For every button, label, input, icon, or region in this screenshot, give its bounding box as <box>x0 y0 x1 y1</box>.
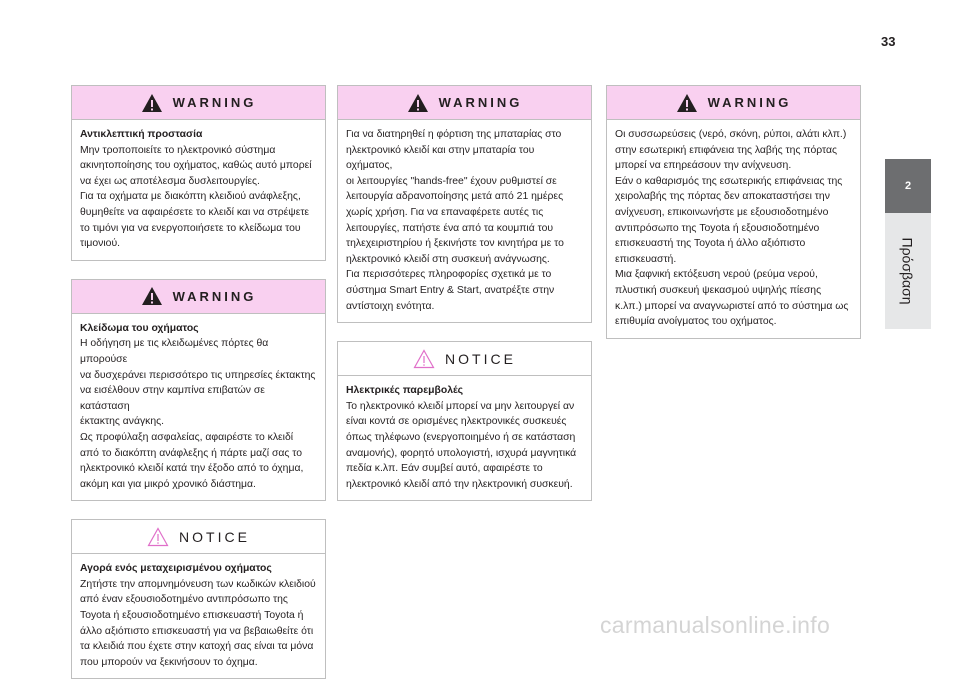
box-title: Αγορά ενός μεταχειρισμένου οχήματος <box>80 563 272 575</box>
column-1 <box>71 85 326 697</box>
box-text: Η οδήγηση με τις κλειδωμένες πόρτες θα μπορούσε να δυσχεράνει περισσότερο τις υπηρεσίες έκτακτης να εισέλθουν στην καμπίνα επιβατών σε κατάσταση έκτακτης ανάγκης. Ως προφύλαξη ασφαλείας, αφαιρέστε το κλειδί από το διακόπτη ανάφλεξης ή πάρτε μαζί σας το ηλεκτρονικό κλειδί κατά την έξοδο από το όχημα, ακόμη και για μικρό χρονικό διάστημα. <box>80 338 316 490</box>
warning-header <box>338 86 591 120</box>
notice-title: NOTICE <box>179 528 250 545</box>
box-title: Αντικλεπτική προστασία <box>80 129 203 140</box>
warning-header <box>72 280 325 314</box>
warning-header <box>607 86 860 120</box>
notice-triangle-icon <box>147 527 169 547</box>
warning-triangle-icon <box>407 93 429 113</box>
notice-box-used-vehicle <box>71 519 326 679</box>
column-3 <box>606 85 861 357</box>
warning-triangle-icon <box>141 286 163 306</box>
warning-triangle-icon <box>676 93 698 113</box>
page-number: 33 <box>881 34 896 49</box>
watermark: carmanualsonline.info <box>600 612 831 638</box>
notice-triangle-icon <box>413 349 435 369</box>
warning-header <box>72 86 325 120</box>
notice-title: NOTICE <box>445 350 516 367</box>
warning-title: WARNING <box>707 95 792 110</box>
column-2 <box>337 85 592 519</box>
warning-triangle-icon <box>141 93 163 113</box>
box-title: Κλείδωμα του οχήματος <box>80 322 199 334</box>
chapter-tab-label[interactable] <box>885 213 931 329</box>
box-title: Ηλεκτρικές παρεμβολές <box>346 385 464 397</box>
notice-box-interference <box>337 341 592 501</box>
chapter-tab-number[interactable]: 2 <box>885 159 931 213</box>
box-text: Οι συσσωρεύσεις (νερό, σκόνη, ρύποι, αλάτι κλπ.) στην εσωτερική επιφάνεια της λαβής της πόρτας μπορεί να επηρεάσουν την ανίχνευση. Εάν ο καθαρισμός της εσωτερικής επιφάνειας της χειρολαβής της πόρτας δεν αποκαταστήσει την ανίχνευση, επικοινωνήστε με εξουσιοδοτημένο αντιπρόσωπο της Toyota ή εξουσιοδοτημένο επισκευαστή της Toyota ή άλλο αξιόπιστο επισκευαστή. Μια ξαφνική εκτόξευση νερού (ρεύμα νερού, πλυστική συσκευή ψεκασμού υψηλής πίεσης κ.λπ.) μπορεί να αναγνωριστεί από το σύστημα ως επιθυμία ανοίγματος του οχήματος. <box>615 129 849 328</box>
warning-title: WARNING <box>172 288 257 304</box>
chapter-label-text: Πρόσβαση <box>900 237 917 305</box>
box-text: Μην τροποποιείτε το ηλεκτρονικό σύστημα ακινητοποίησης του οχήματος, καθώς αυτό μπορεί να έχει ως αποτέλεσμα δυσλειτουργίες. Για τα οχήματα με διακόπτη κλειδιού ανάφλεξης, θυμηθείτε να αφαιρέσετε το κλειδί και να στρέψετε το τιμόνι για να ενεργοποιήσετε το κλείδωμα του τιμονιού. <box>80 144 312 250</box>
warning-title: WARNING <box>172 95 257 110</box>
warning-box-battery <box>337 85 592 323</box>
notice-header <box>72 520 325 554</box>
box-text: Το ηλεκτρονικό κλειδί μπορεί να μην λειτουργεί αν είναι κοντά σε ορισμένες ηλεκτρονικές συσκευές όπως τηλέφωνο (ενεργοποιημένο ή σε κατάσταση αναμονής), φορητό υπολογιστή, ισχυρά μαγνητικά πεδία κ.λπ. Εάν συμβεί αυτό, αφαιρέστε το ηλεκτρονικό κλειδί από την ηλεκτρονική συσκευή. <box>346 400 577 490</box>
warning-box-anti-theft <box>71 85 326 261</box>
warning-title: WARNING <box>438 95 523 110</box>
warning-box-door-handle <box>606 85 861 339</box>
box-text: Ζητήστε την απομνημόνευση των κωδικών κλειδιού από έναν εξουσιοδοτημένο αντιπρόσωπο της Toyota ή εξουσιοδοτημένο επισκευαστή Toyota ή άλλο αξιόπιστο επισκευαστή για να βεβαιωθείτε ότι τα κλειδιά που έχετε στην κατοχή σας είναι τα μόνα που μπορούν να ξεκινήσουν το όχημα. <box>80 578 316 668</box>
box-text: Για να διατηρηθεί η φόρτιση της μπαταρίας στο ηλεκτρονικό κλειδί και στην μπαταρία του οχήματος, οι λειτουργίες "hands-free" έχουν ρυθμιστεί σε λειτουργία αδρανοποίησης μετά από 21 ημέρες χωρίς χρήση. Για να επαναφέρετε αυτές τις λειτουργίες, πατήστε ένα από τα κουμπιά του τηλεχειριστηρίου ή ξεκινήστε τον κινητήρα με το ηλεκτρονικό κλειδί στη συσκευή ανάγνωσης. Για περισσότερες πληροφορίες σχετικά με το σύστημα Smart Entry & Start, ανατρέξτε στην αντίστοιχη ενότητα. <box>346 129 564 312</box>
notice-header <box>338 342 591 376</box>
warning-box-vehicle-locking <box>71 279 326 502</box>
